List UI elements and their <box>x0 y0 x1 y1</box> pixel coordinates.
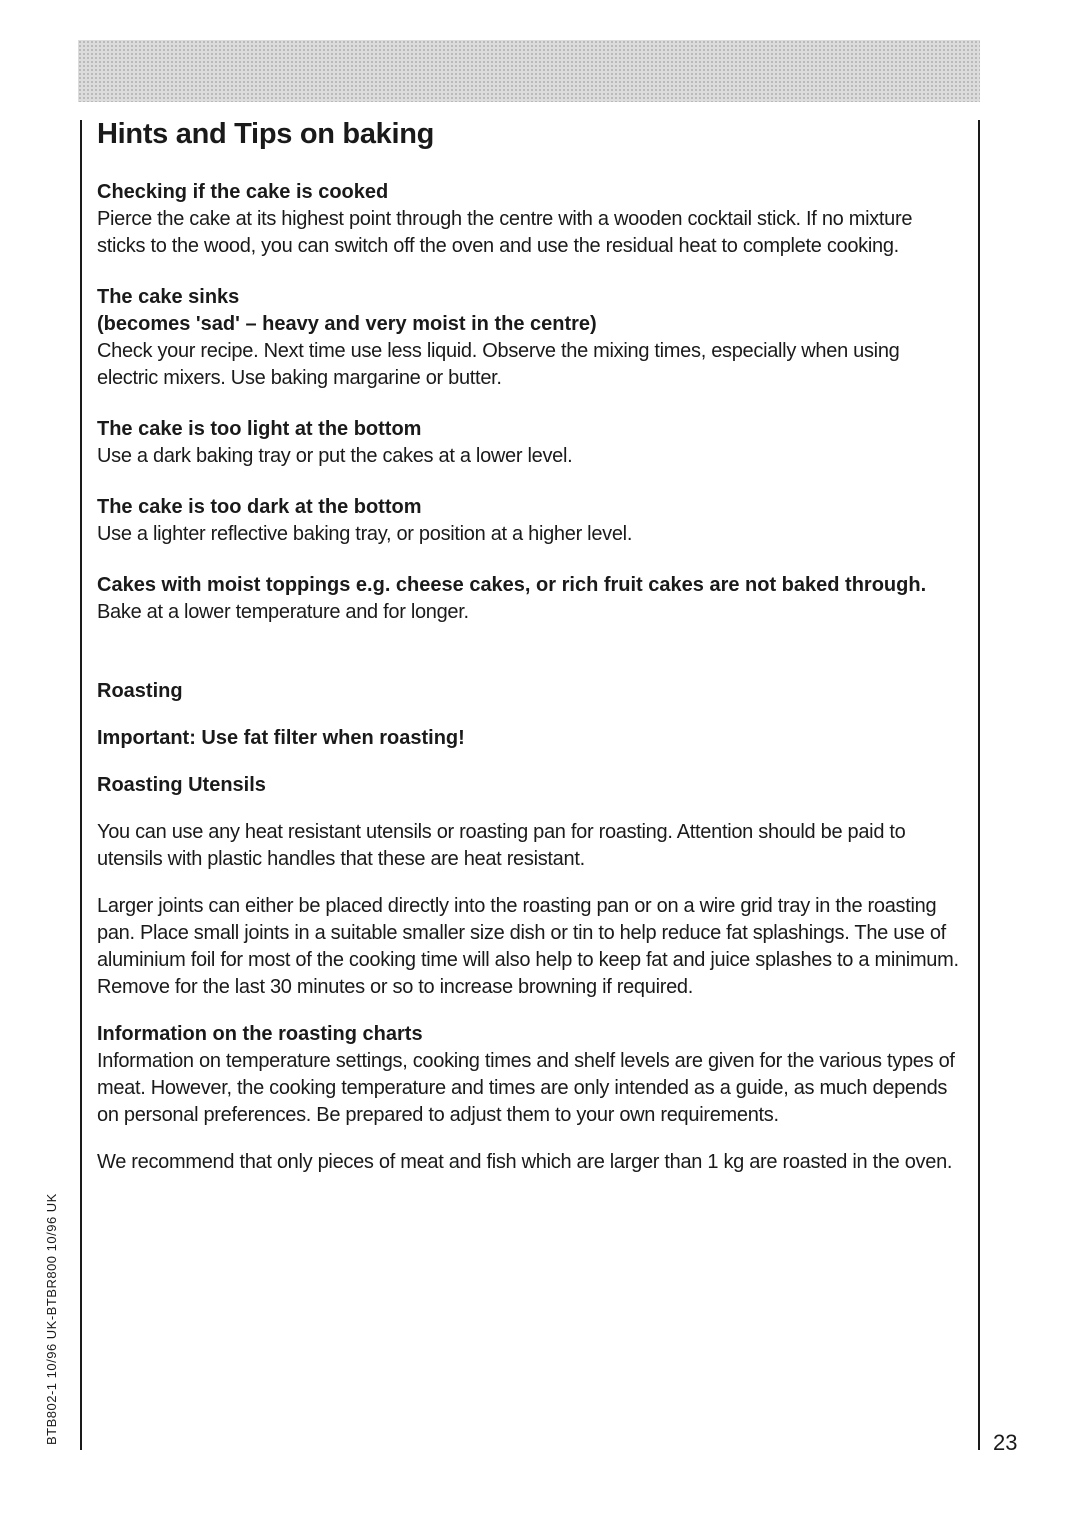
section-subheading: (becomes 'sad' – heavy and very moist in the centre) <box>97 313 597 335</box>
spacer <box>97 705 963 725</box>
roasting-utensils-paragraph-2: Larger joints can either be placed directly into the roasting pan or on a wire grid tray in the roasting pan. Place small joints in a suitable smaller size dish or tin to help reduce fat splashings. The use of aluminium foil for most of the cooking time will also help to keep fat and juice splashes to a minimum. Remove for the last 30 minutes or so to increase browning if required. <box>97 895 959 998</box>
page-content <box>97 118 963 1176</box>
page-number: 23 <box>993 1430 1018 1455</box>
section-heading: The cake is too light at the bottom <box>97 418 422 440</box>
document-code: BTB802-1 10/96 UK-BTBR800 10/96 UK <box>44 1193 59 1445</box>
section-heading: Information on the roasting charts <box>97 1023 423 1045</box>
left-margin-rule <box>80 120 82 1450</box>
roasting-heading: Roasting <box>97 680 183 702</box>
recommendation-paragraph: We recommend that only pieces of meat and fish which are larger than 1 kg are roasted in the oven. <box>97 1151 953 1173</box>
section-body: Check your recipe. Next time use less liquid. Observe the mixing times, especially when using electric mixers. Use baking margarine or butter. <box>97 340 900 389</box>
section-body: Pierce the cake at its highest point through the centre with a wooden cocktail stick. If no mixture sticks to the wood, you can switch off the oven and use the residual heat to complete cooking. <box>97 208 913 257</box>
roasting-utensils-paragraph-1: You can use any heat resistant utensils or roasting pan for roasting. Attention should be paid to utensils with plastic handles that these are heat resistant. <box>97 821 906 870</box>
section-cake-too-dark <box>97 494 963 548</box>
spacer <box>97 799 963 819</box>
section-cake-cooked <box>97 179 963 260</box>
header-band <box>78 40 980 102</box>
section-body: Information on temperature settings, cooking times and shelf levels are given for the various types of meat. However, the cooking temperature and times are only intended as a guide, as much depends on personal preferences. Be prepared to adjust them to your own requirements. <box>97 1050 955 1126</box>
section-moist-toppings <box>97 572 963 626</box>
section-heading: The cake is too dark at the bottom <box>97 496 422 518</box>
spacer <box>97 650 963 678</box>
section-cake-too-light <box>97 416 963 470</box>
page-title: Hints and Tips on baking <box>97 118 435 150</box>
section-roasting <box>97 678 963 1001</box>
section-heading: Cakes with moist toppings e.g. cheese cakes, or rich fruit cakes are not baked through. <box>97 574 927 596</box>
section-cake-sinks <box>97 284 963 392</box>
roasting-important-note: Important: Use fat filter when roasting! <box>97 727 465 749</box>
roasting-utensils-heading: Roasting Utensils <box>97 774 266 796</box>
section-body: Use a dark baking tray or put the cakes at a lower level. <box>97 445 573 467</box>
spacer <box>97 752 963 772</box>
section-roasting-charts <box>97 1021 963 1176</box>
section-body: Bake at a lower temperature and for longer. <box>97 601 469 623</box>
section-heading: Checking if the cake is cooked <box>97 181 389 203</box>
section-body: Use a lighter reflective baking tray, or position at a higher level. <box>97 523 633 545</box>
right-margin-rule <box>978 120 980 1450</box>
section-heading: The cake sinks <box>97 286 240 308</box>
